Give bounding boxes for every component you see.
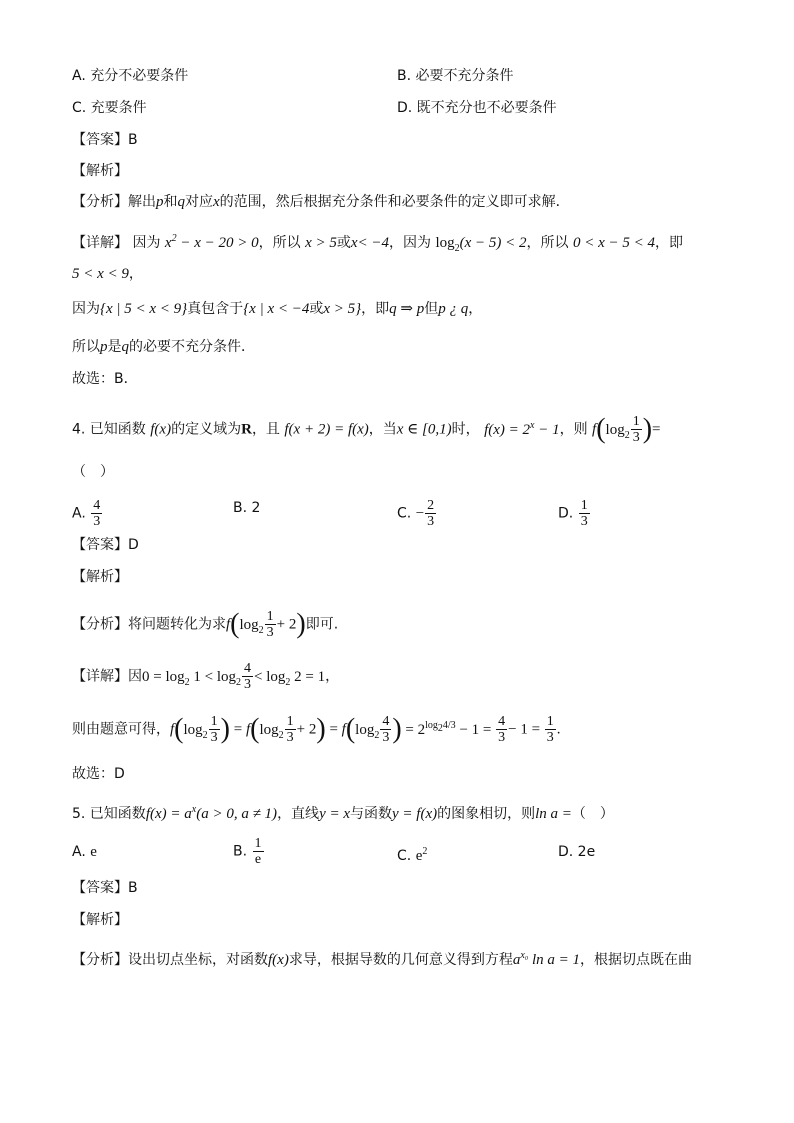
detail-label: 【详解】 xyxy=(72,235,128,251)
fraction: $\frac{1}{3}$ xyxy=(286,714,294,745)
math: q ⇒ p xyxy=(389,301,425,317)
q5-option-a xyxy=(72,842,97,862)
math: $\log_2$ xyxy=(259,721,284,741)
math: x xyxy=(213,194,220,210)
text: 的必要不充分条件． xyxy=(129,339,255,355)
text: C. xyxy=(397,505,412,522)
text: 的定义域为 xyxy=(171,421,242,438)
answer-label: 【答案】 xyxy=(72,880,128,896)
math: $f(x) = a^x(a > 0$, a ≠ 1) xyxy=(145,804,278,822)
math: p xyxy=(156,194,164,210)
text: ，且 xyxy=(251,421,280,438)
math: f xyxy=(170,721,175,738)
answer-value: B xyxy=(128,132,138,148)
text: 则由题意可得， xyxy=(72,721,170,738)
q4-fenxi xyxy=(72,609,338,641)
text: ，直线 xyxy=(277,806,320,822)
math: f(x) xyxy=(150,421,172,438)
math: $\log_2$ xyxy=(239,616,264,636)
math: ) xyxy=(392,713,402,745)
math: p ¿ q xyxy=(438,301,469,317)
math: = xyxy=(652,421,661,438)
text: ，所以 xyxy=(526,235,569,251)
q4-stem xyxy=(72,414,661,446)
math: ( xyxy=(596,413,606,445)
q3-detail-line4 xyxy=(72,337,255,357)
text: （ ） xyxy=(571,806,614,822)
fenxi-label: 【分析】 xyxy=(72,616,128,633)
fraction: $\frac{2}{3}$ xyxy=(427,498,435,529)
math: x ∈ [0,1) xyxy=(396,421,452,438)
text: C. xyxy=(397,848,412,864)
math: ) xyxy=(220,713,230,745)
math: y = x xyxy=(319,806,350,822)
fraction: $\frac{1}{3}$ xyxy=(266,609,274,640)
q4-detail-line1 xyxy=(72,661,339,693)
text: 与函数 xyxy=(350,806,392,822)
math: f(x + 2) = f(x) xyxy=(284,421,369,438)
q4-option-c xyxy=(397,498,437,529)
fraction: $\frac{1}{e}$ xyxy=(254,836,262,867)
text: A. xyxy=(72,844,86,860)
text: ， xyxy=(325,668,340,685)
q3-detail-line3 xyxy=(72,299,482,319)
math: − 1 = xyxy=(508,721,544,738)
math: x > 5 xyxy=(305,235,337,251)
text: 4. 已知函数 xyxy=(72,421,146,438)
q5-stem xyxy=(72,800,614,824)
text: ， xyxy=(468,301,483,317)
q5-analysis-heading: 【解析】 xyxy=(72,912,128,928)
text: 或 xyxy=(336,235,351,251)
fraction: $\frac{1}{3}$ xyxy=(632,414,640,445)
fraction: $\frac{4}{3}$ xyxy=(498,714,506,745)
q3-conclusion: 故选：B． xyxy=(72,371,138,387)
math: ) xyxy=(296,608,306,640)
text: 真包含于 xyxy=(187,301,244,317)
answer-label: 【答案】 xyxy=(72,132,128,148)
q5-fenxi xyxy=(72,946,692,970)
text: 时， xyxy=(451,421,480,438)
fenxi-label: 【分析】 xyxy=(72,194,128,210)
q4-answer xyxy=(72,535,139,555)
math: = xyxy=(325,721,342,738)
math: f xyxy=(341,721,346,738)
q4-detail-line2 xyxy=(72,714,561,746)
math: ) xyxy=(316,713,326,745)
text: 5. 已知函数 xyxy=(72,806,146,822)
math: (x − 5) < 2 xyxy=(459,235,527,251)
text: 将问题转化为求 xyxy=(128,616,226,633)
math: . xyxy=(556,721,561,738)
q5-answer xyxy=(72,878,138,898)
math: $a^{x_0}$ ln a = 1 xyxy=(512,950,581,968)
detail-label: 【详解】 xyxy=(72,668,128,685)
math: R xyxy=(241,421,252,438)
fenxi-label: 【分析】 xyxy=(72,952,128,968)
q4-conclusion: 故选：D xyxy=(72,766,125,782)
q3-option-a: A. 充分不必要条件 xyxy=(72,68,189,84)
math: 0 < x − 5 < 4 xyxy=(572,235,656,251)
answer-label: 【答案】 xyxy=(72,537,128,553)
q3-detail-line1 xyxy=(72,229,683,259)
fraction: $\frac{4}{3}$ xyxy=(244,661,252,692)
text: ，当 xyxy=(368,421,397,438)
math: q xyxy=(177,194,185,210)
text: ，则 xyxy=(559,421,588,438)
text: 和 xyxy=(163,194,178,210)
math: ln a = xyxy=(535,806,572,822)
q3-option-b: B. 必要不充分条件 xyxy=(397,68,514,84)
math: = xyxy=(230,721,246,738)
math: x< −4 xyxy=(350,235,389,251)
text: ，因为 xyxy=(389,235,431,251)
q3-fenxi xyxy=(72,192,570,212)
math: $f(x) = 2^x - 1$ xyxy=(484,419,560,438)
text: ，即 xyxy=(361,301,390,317)
math: f xyxy=(592,421,597,438)
answer-value: B xyxy=(128,880,138,896)
text: 求导，根据导数的几何意义得到方程 xyxy=(288,952,513,968)
math: + 2 xyxy=(296,721,317,738)
text: ，根据切点既在曲 xyxy=(580,952,693,968)
math: e xyxy=(90,844,97,860)
text: ，即 xyxy=(655,235,684,251)
math: $\log_2$ xyxy=(435,235,460,254)
q3-detail-line2 xyxy=(72,264,143,284)
text: D. xyxy=(558,505,574,522)
fraction: $\frac{4}{3}$ xyxy=(382,714,390,745)
math: $0 = \log_2 1 < \log_2$ xyxy=(142,668,242,688)
math: f(x) xyxy=(268,952,289,968)
math: < $\log_2 2 = 1$ xyxy=(254,668,326,688)
math: p xyxy=(100,339,108,355)
text: 或 xyxy=(309,301,324,317)
text: 但 xyxy=(424,301,439,317)
q3-answer xyxy=(72,130,138,150)
text: 所以 xyxy=(72,339,100,355)
text: 即可. xyxy=(305,616,339,633)
math: ) xyxy=(642,413,653,445)
math: $e^2$ xyxy=(415,846,428,864)
math: y = f(x) xyxy=(392,806,438,822)
q3-analysis-heading: 【解析】 xyxy=(72,163,128,179)
fraction: $\frac{1}{3}$ xyxy=(210,714,218,745)
text: ，所以 xyxy=(258,235,301,251)
q5-option-b xyxy=(233,836,265,867)
text: 因为 xyxy=(72,301,100,317)
q4-option-a xyxy=(72,498,103,529)
math: q xyxy=(121,339,129,355)
text: 因为 xyxy=(132,235,161,251)
text: A. xyxy=(72,505,86,522)
q4-analysis-heading: 【解析】 xyxy=(72,569,128,585)
math: ( xyxy=(345,713,356,745)
text: 对应 xyxy=(185,194,213,210)
q4-option-b: B. 2 xyxy=(233,500,261,516)
q4-option-d xyxy=(558,498,591,529)
math: 5 < x < 9 xyxy=(72,266,129,282)
math: $x^2 - x - 20 > 0$ xyxy=(164,233,259,251)
q4-paren: （ ） xyxy=(72,464,114,480)
math: + 2 xyxy=(276,616,297,633)
text: 因 xyxy=(128,668,142,685)
math: $\log_2$ xyxy=(183,721,208,741)
text: 是 xyxy=(107,339,122,355)
math: {x | 5 < x < 9} xyxy=(100,301,188,317)
text: ， xyxy=(128,266,143,282)
q3-option-d: D. 既不充分也不必要条件 xyxy=(397,100,557,116)
math: ( xyxy=(250,713,260,745)
math: x > 5} xyxy=(323,301,362,317)
text: 的图象相切，则 xyxy=(437,806,536,822)
q3-option-c: C. 充要条件 xyxy=(72,100,147,116)
math: $\log_2$ xyxy=(355,721,380,741)
fraction: $\frac{4}{3}$ xyxy=(93,498,101,529)
text: 的范围，然后根据充分条件和必要条件的定义即可求解． xyxy=(219,194,570,210)
math: f xyxy=(245,721,251,738)
q5-option-d: D. 2e xyxy=(558,844,596,860)
text: B. xyxy=(233,843,248,860)
math: − xyxy=(415,505,425,522)
text: 设出切点坐标，对函数 xyxy=(128,952,268,968)
math: $\log_2$ xyxy=(605,421,630,441)
fraction: $\frac{1}{3}$ xyxy=(546,714,554,745)
math: ( xyxy=(174,713,184,745)
fraction: $\frac{1}{3}$ xyxy=(580,498,588,529)
answer-value: D xyxy=(128,537,139,553)
math: = $2^{log_24/3} - 1$ = xyxy=(401,719,496,738)
math: ( xyxy=(230,608,240,640)
math: {x | x < −4 xyxy=(243,301,310,317)
q5-option-c xyxy=(397,842,427,866)
math: f xyxy=(226,616,231,633)
text: 解出 xyxy=(128,194,156,210)
